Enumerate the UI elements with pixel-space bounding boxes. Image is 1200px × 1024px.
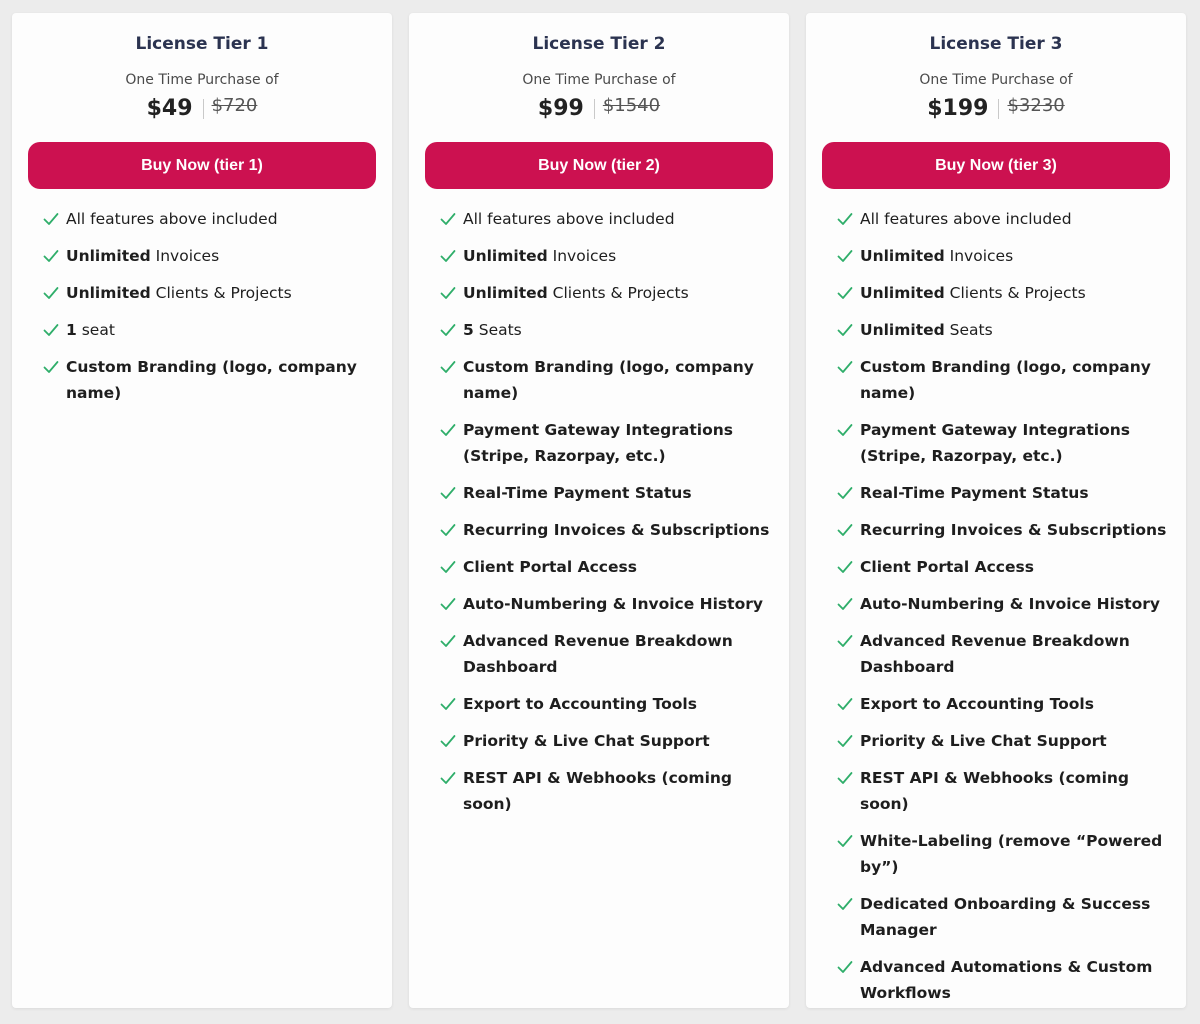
feature-text: Invoices: [944, 247, 1014, 265]
feature-bold-text: White-Labeling (remove “Powered by”): [860, 832, 1163, 876]
purchase-label: One Time Purchase of: [522, 72, 676, 88]
check-icon: [43, 212, 59, 226]
feature-item: [43, 317, 380, 343]
feature-bold-text: REST API & Webhooks (coming soon): [860, 769, 1130, 813]
check-icon: [837, 697, 853, 711]
feature-bold-text: Unlimited: [860, 247, 945, 265]
feature-bold-text: Payment Gateway Integrations (Stripe, Razorpay, etc.): [463, 421, 733, 465]
check-icon: [43, 249, 59, 263]
check-icon: [837, 734, 853, 748]
feature-item: [837, 206, 1174, 232]
check-icon: [440, 286, 456, 300]
check-icon: [837, 897, 853, 911]
tier-title: License Tier 1: [135, 34, 269, 54]
check-icon: [440, 523, 456, 537]
check-icon: [43, 360, 59, 374]
check-icon: [837, 560, 853, 574]
check-icon: [440, 697, 456, 711]
feature-item: [440, 317, 777, 343]
check-icon: [440, 249, 456, 263]
check-icon: [837, 360, 853, 374]
feature-text: All features above included: [860, 210, 1072, 228]
check-icon: [837, 834, 853, 848]
feature-bold-text: Unlimited: [66, 247, 151, 265]
check-icon: [837, 286, 853, 300]
check-icon: [837, 249, 853, 263]
check-icon: [440, 486, 456, 500]
check-icon: [837, 423, 853, 437]
check-icon: [440, 734, 456, 748]
feature-item: [837, 517, 1174, 543]
feature-bold-text: 5: [463, 321, 474, 339]
feature-item: [837, 691, 1174, 717]
feature-bold-text: Recurring Invoices & Subscriptions: [860, 521, 1167, 539]
buy-now-button[interactable]: Buy Now (tier 3): [822, 142, 1170, 189]
feature-item: [440, 591, 777, 617]
check-icon: [43, 323, 59, 337]
feature-bold-text: Custom Branding (logo, company name): [463, 358, 754, 402]
feature-bold-text: Auto-Numbering & Invoice History: [463, 595, 763, 613]
feature-bold-text: Dedicated Onboarding & Success Manager: [860, 895, 1151, 939]
feature-bold-text: Priority & Live Chat Support: [463, 732, 710, 750]
feature-item: [440, 691, 777, 717]
feature-bold-text: Real-Time Payment Status: [860, 484, 1089, 502]
feature-item: [440, 728, 777, 754]
feature-text: Clients & Projects: [547, 284, 689, 302]
buy-now-button[interactable]: Buy Now (tier 2): [425, 142, 773, 189]
feature-item: [43, 354, 380, 406]
check-icon: [440, 360, 456, 374]
feature-item: [440, 517, 777, 543]
feature-bold-text: Custom Branding (logo, company name): [66, 358, 357, 402]
pricing-card-tier-3: [806, 13, 1186, 1008]
original-price: $720: [211, 95, 258, 116]
feature-item: [837, 828, 1174, 880]
check-icon: [837, 960, 853, 974]
tier-title: License Tier 3: [929, 34, 1063, 54]
original-price: $1540: [602, 95, 661, 116]
feature-item: [837, 354, 1174, 406]
feature-item: [440, 354, 777, 406]
feature-bold-text: Recurring Invoices & Subscriptions: [463, 521, 770, 539]
feature-item: [837, 417, 1174, 469]
feature-text: Seats: [473, 321, 522, 339]
check-icon: [440, 597, 456, 611]
feature-item: [837, 480, 1174, 506]
feature-item: [440, 628, 777, 680]
feature-bold-text: Unlimited: [860, 321, 945, 339]
check-icon: [440, 771, 456, 785]
check-icon: [837, 323, 853, 337]
feature-text: Seats: [944, 321, 993, 339]
feature-item: [43, 243, 380, 269]
check-icon: [837, 597, 853, 611]
pricing-card-tier-1: [12, 13, 392, 1008]
feature-item: [43, 280, 380, 306]
price-row: [409, 95, 789, 123]
feature-bold-text: Auto-Numbering & Invoice History: [860, 595, 1160, 613]
feature-bold-text: Payment Gateway Integrations (Stripe, Razorpay, etc.): [860, 421, 1130, 465]
purchase-label: One Time Purchase of: [919, 72, 1073, 88]
current-price: $199: [927, 96, 989, 121]
feature-bold-text: Unlimited: [463, 247, 548, 265]
feature-bold-text: REST API & Webhooks (coming soon): [463, 769, 733, 813]
feature-bold-text: Priority & Live Chat Support: [860, 732, 1107, 750]
buy-now-button[interactable]: Buy Now (tier 1): [28, 142, 376, 189]
feature-bold-text: Advanced Revenue Breakdown Dashboard: [463, 632, 733, 676]
feature-item: [837, 728, 1174, 754]
feature-text: Clients & Projects: [944, 284, 1086, 302]
feature-item: [837, 591, 1174, 617]
check-icon: [440, 212, 456, 226]
feature-item: [837, 317, 1174, 343]
feature-list: [409, 206, 789, 817]
feature-bold-text: Real-Time Payment Status: [463, 484, 692, 502]
feature-item: [43, 206, 380, 232]
feature-list: [806, 206, 1186, 1006]
feature-bold-text: Unlimited: [860, 284, 945, 302]
purchase-label: One Time Purchase of: [125, 72, 279, 88]
feature-text: All features above included: [463, 210, 675, 228]
feature-text: Invoices: [150, 247, 220, 265]
check-icon: [440, 560, 456, 574]
current-price: $99: [537, 96, 584, 121]
tier-title: License Tier 2: [532, 34, 666, 54]
feature-text: All features above included: [66, 210, 278, 228]
feature-bold-text: Custom Branding (logo, company name): [860, 358, 1151, 402]
price-divider: [594, 99, 595, 119]
feature-item: [837, 954, 1174, 1006]
feature-item: [837, 891, 1174, 943]
feature-bold-text: Unlimited: [66, 284, 151, 302]
feature-bold-text: Unlimited: [463, 284, 548, 302]
original-price: $3230: [1007, 95, 1065, 116]
feature-item: [440, 554, 777, 580]
feature-item: [837, 628, 1174, 680]
feature-bold-text: Advanced Automations & Custom Workflows: [860, 958, 1153, 1002]
check-icon: [837, 486, 853, 500]
feature-bold-text: Client Portal Access: [463, 558, 637, 576]
feature-text: seat: [76, 321, 115, 339]
feature-item: [440, 417, 777, 469]
feature-item: [440, 243, 777, 269]
feature-bold-text: Advanced Revenue Breakdown Dashboard: [860, 632, 1130, 676]
feature-item: [440, 280, 777, 306]
pricing-card-tier-2: [409, 13, 789, 1008]
price-divider: [998, 99, 999, 119]
feature-bold-text: 1: [66, 321, 77, 339]
feature-item: [440, 765, 777, 817]
price-row: [806, 95, 1186, 123]
feature-bold-text: Export to Accounting Tools: [860, 695, 1094, 713]
check-icon: [837, 634, 853, 648]
feature-item: [837, 243, 1174, 269]
price-row: [12, 95, 392, 123]
feature-bold-text: Client Portal Access: [860, 558, 1034, 576]
check-icon: [440, 323, 456, 337]
check-icon: [43, 286, 59, 300]
feature-bold-text: Export to Accounting Tools: [463, 695, 697, 713]
check-icon: [440, 423, 456, 437]
feature-item: [837, 554, 1174, 580]
feature-list: [12, 206, 392, 406]
feature-text: Clients & Projects: [150, 284, 292, 302]
check-icon: [837, 523, 853, 537]
current-price: $49: [146, 96, 193, 121]
feature-item: [837, 765, 1174, 817]
feature-text: Invoices: [547, 247, 617, 265]
price-divider: [203, 99, 204, 119]
feature-item: [837, 280, 1174, 306]
feature-item: [440, 206, 777, 232]
check-icon: [837, 212, 853, 226]
check-icon: [440, 634, 456, 648]
check-icon: [837, 771, 853, 785]
feature-item: [440, 480, 777, 506]
